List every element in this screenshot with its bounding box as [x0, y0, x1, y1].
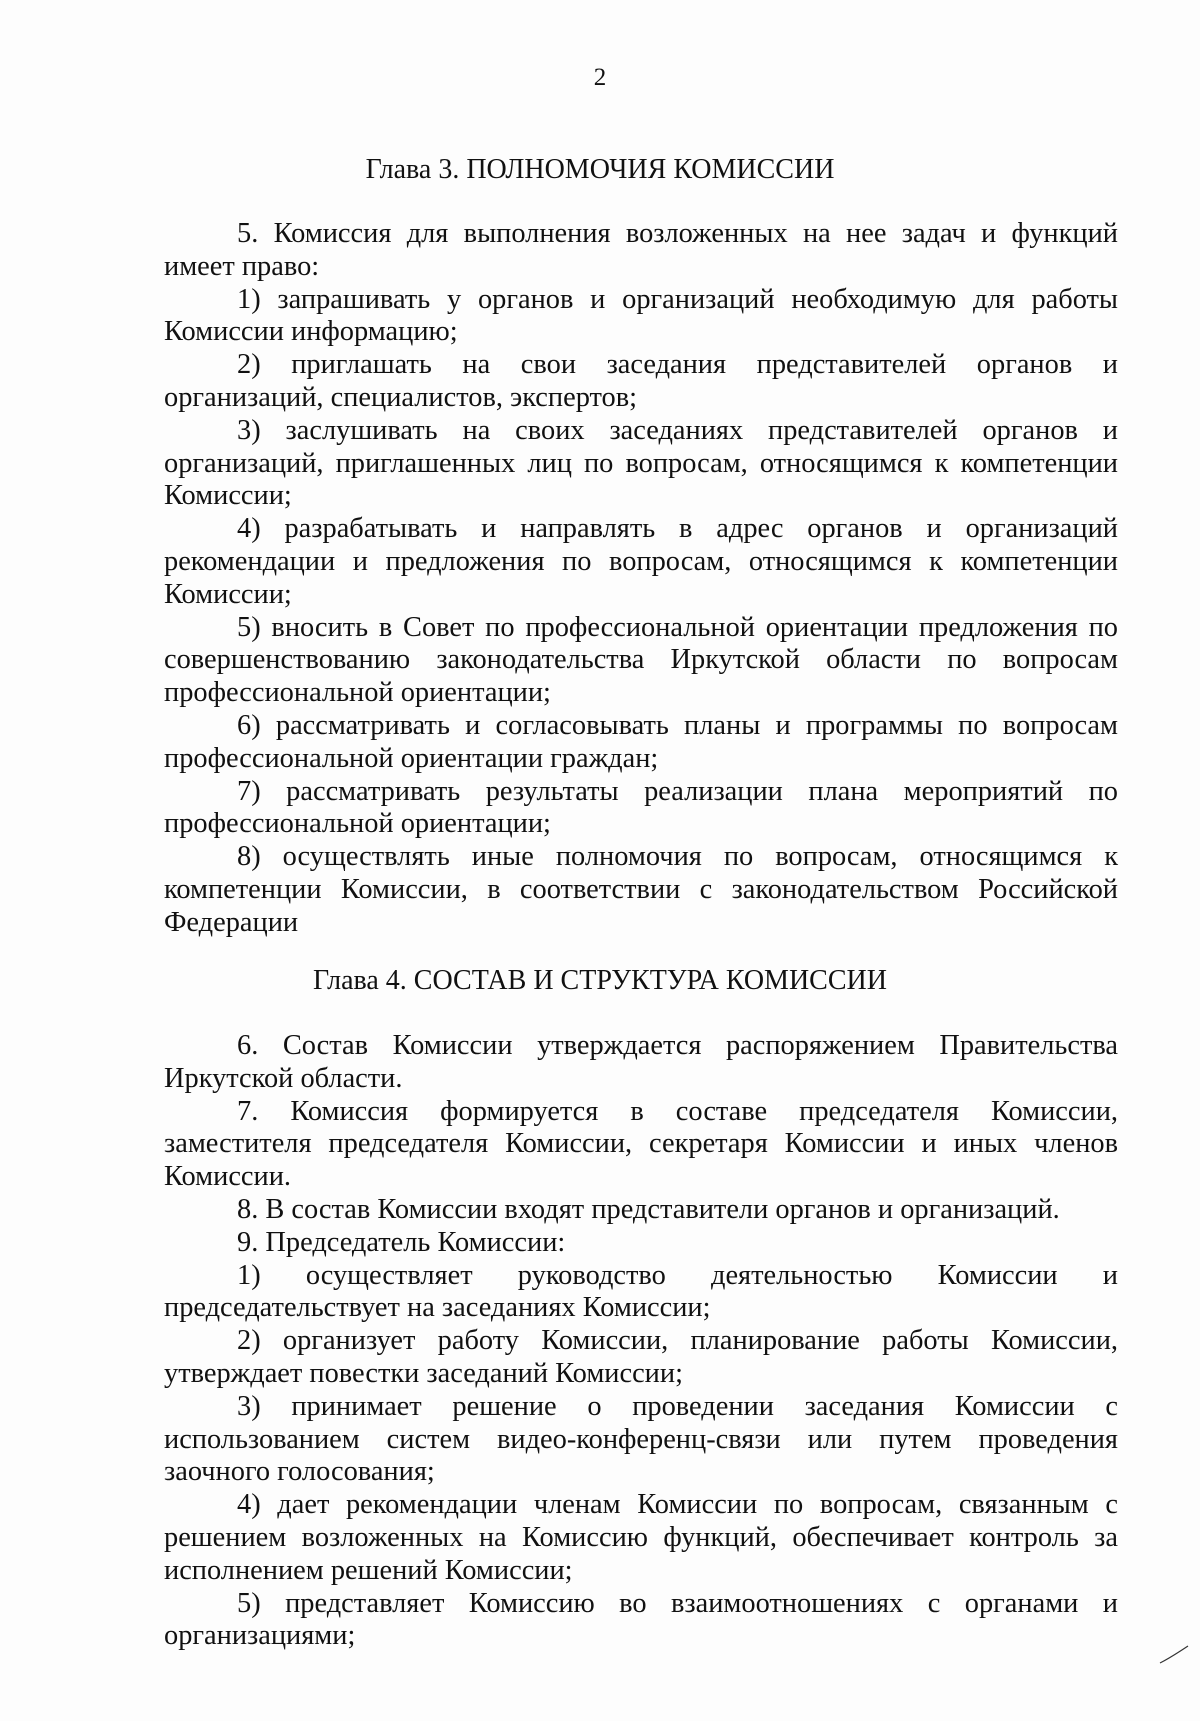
paragraph: 5) вносить в Совет по профессиональной ориентации предложения по совершенствованию законодательства Иркутской области по вопросам профессиональной ориентации;	[164, 611, 1118, 709]
initials-mark	[1158, 1642, 1190, 1666]
paragraph: 4) разрабатывать и направлять в адрес органов и организаций рекомендации и предложения по вопросам, относящимся к компетенции Комиссии;	[164, 513, 1118, 610]
chapter-3-body	[164, 218, 1118, 940]
paragraph: 2) организует работу Комиссии, планирование работы Комиссии, утверждает повестки заседаний Комиссии;	[164, 1325, 1118, 1389]
paragraph: 8) осуществлять иные полномочия по вопросам, относящимся к компетенции Комиссии, в соответствии с законодательством Российской Федерации	[164, 841, 1118, 938]
paragraph: 6. Состав Комиссии утверждается распоряжением Правительства Иркутской области.	[164, 1030, 1118, 1094]
page-number: 2	[593, 64, 607, 91]
paragraph: 4) дает рекомендации членам Комиссии по вопросам, связанным с решением возложенных на Комиссию функций, обеспечивает контроль за исполнением решений Комиссии;	[164, 1489, 1118, 1586]
paragraph: 1) осуществляет руководство деятельностью Комиссии и председательствует на заседаниях Комиссии;	[164, 1259, 1118, 1324]
paragraph: 8. В состав Комиссии входят представители органов и организаций.	[237, 1193, 1060, 1225]
paragraph: 3) принимает решение о проведении заседания Комиссии с использованием систем видео-конференц-связи или путем проведения заочного голосования;	[164, 1390, 1118, 1488]
paragraph: 1) запрашивать у органов и организаций необходимую для работы Комиссии информацию;	[164, 283, 1118, 348]
paragraph: 7) рассматривать результаты реализации плана мероприятий по профессиональной ориентации;	[164, 775, 1118, 840]
paragraph: 2) приглашать на свои заседания представителей органов и организаций, специалистов, экспертов;	[164, 349, 1118, 413]
paragraph: 5) представляет Комиссию во взаимоотношениях с органами и организациями;	[164, 1587, 1118, 1652]
paragraph: 7. Комиссия формируется в составе председателя Комиссии, заместителя председателя Комиссии, секретаря Комиссии и иных членов Комиссии.	[164, 1095, 1118, 1193]
paragraph: 3) заслушивать на своих заседаниях представителей органов и организаций, приглашенных лиц по вопросам, относящимся к компетенции Комиссии;	[164, 414, 1118, 512]
paragraph: 6) рассматривать и согласовывать планы и программы по вопросам профессиональной ориентации граждан;	[164, 709, 1118, 774]
chapter-3-title: Глава 3. ПОЛНОМОЧИЯ КОМИССИИ	[365, 154, 835, 185]
paragraph: 5. Комиссия для выполнения возложенных на нее задач и функций имеет право:	[164, 218, 1118, 282]
chapter-4-body	[164, 1030, 1118, 1653]
chapter-4-title: Глава 4. СОСТАВ И СТРУКТУРА КОМИССИИ	[313, 965, 887, 996]
paragraph: 9. Председатель Комиссии:	[237, 1226, 566, 1258]
